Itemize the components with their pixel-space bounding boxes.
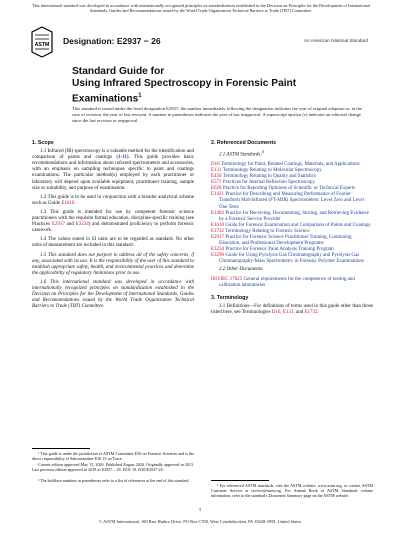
astm-logo-icon <box>31 26 53 58</box>
footnote-1b: Current edition approved May 15, 2026. Published August 2026. Originally approved in 2013. Last previous edition approved in 2018 as E2937 – 18. DOI: 10.1520/E2937-26. <box>32 462 194 472</box>
para-3-1: 3.1 Definitions—For definitions of terms used in this guide other than those listed here, see Terminologies D16, E131, and E1732. <box>211 303 373 315</box>
svg-text:ASTM: ASTM <box>34 42 50 48</box>
standard-item[interactable]: E131 Terminology Relating to Molecular Spectroscopy <box>211 167 322 173</box>
para-1-2: 1.2 This guide is to be used in conjunction with a broader analytical scheme such as Guide E1610. <box>32 194 194 206</box>
link-e2917[interactable]: E2917 <box>51 222 65 228</box>
link-e3234[interactable]: E3234 <box>75 222 89 228</box>
link-e1732[interactable]: E1732 <box>304 309 318 315</box>
sub-2-1: 2.1 ASTM Standards:$^3$ <box>219 149 264 158</box>
title-line-3 <box>72 90 296 105</box>
para-1-5: 1.5 This standard does not purport to address all of the safety concerns, if any, associated with its use. It is the responsibility of the user of this standard to establish appropriate safety, health, and environmental practices and determine the applicability of regulatory limitations prior to use. <box>32 252 194 276</box>
para-1-4: 1.4 The values stated in SI units are to be regarded as standard. No other units of measurement are included in this standard. <box>32 237 194 249</box>
designation: Designation: E2937 − 26 <box>63 36 161 46</box>
standards-list <box>211 162 373 266</box>
footnote-3: ³ For referenced ASTM standards, visit the ASTM website, www.astm.org, or contact ASTM Customer Service at service@astm.org. For Annual Book of ASTM Standards volume information, refer to the standard's Document Summary page on the ASTM website. <box>211 483 373 498</box>
sub-2-2: 2.2 Other Documents: <box>219 267 264 273</box>
standard-item[interactable]: E3296 Guide for Using Pyrolysis Gas Chromatography and Pyrolysis Gas Chromatography-Mass Spectrometry in Forensic Polymer Examinations <box>211 253 364 265</box>
section-heading-scope: 1. Scope <box>32 140 54 146</box>
standard-item[interactable]: E2917 Practice for Forensic Science Practitioner Training, Continuing Education, and Professional Development Programs <box>211 234 352 247</box>
para-1-3: 1.3 This guide is intended for use by competent forensic science practitioners with the requisite formal education, discipline-specific training (see Practices E2917 and E3234) and demonstrated proficiency to perform forensic casework. <box>32 209 195 234</box>
link-e1610[interactable]: E1610 <box>61 200 75 206</box>
standard-item[interactable]: E3234 Practice for Forensic Paint Analysis Training Program <box>211 247 334 253</box>
standard-item[interactable]: E456 Terminology Relating to Quality and Statistics <box>211 174 316 180</box>
document-title <box>72 66 296 105</box>
standard-item[interactable]: E1610 Guide for Forensic Examination and Comparison of Paints and Coatings <box>211 222 371 228</box>
footnote-2: ² The boldface numbers in parentheses refer to a list of references at the end of this standard. <box>38 478 190 483</box>
ref-link[interactable]: (1-11) <box>116 155 129 161</box>
footnote-rule <box>32 448 90 449</box>
standard-item[interactable]: D16 Terminology for Paint, Related Coatings, Materials, and Applications <box>211 161 360 167</box>
title-footnote-mark: 1 <box>138 93 142 99</box>
link-d16[interactable]: D16 <box>271 309 281 315</box>
title-line-2: Using Infrared Spectroscopy in Forensic Paint <box>72 78 297 89</box>
left-column <box>32 140 194 313</box>
standard-item[interactable]: E573 Practices for Internal Reflection Spectroscopy <box>211 180 315 186</box>
standard-item[interactable]: E620 Practice for Reporting Opinions of Scientific or Technical Experts <box>211 186 356 192</box>
standard-item[interactable]: E1732 Terminology Relating to Forensic Science <box>211 228 310 234</box>
org-label: An American National Standard <box>303 38 368 43</box>
copyright-footer: © ASTM International, 100 Barr Harbor Drive, PO Box C700, West Conshohocken, PA 19428-2959. United States <box>98 519 302 524</box>
footnote-1: ¹ This guide is under the jurisdiction of ASTM Committee E30 on Forensic Sciences and is the direct responsibility of Subcommittee E30.15 on Trace. <box>32 451 194 461</box>
footnote-rule-right <box>211 480 269 481</box>
tbt-notice: This international standard was developed in accordance with internationally recognized principles on standardization established in the Decision on Principles for the Development of International Standards, Guides and Recommendations issued by the World Trade Organization Technical Barriers to Trade (TBT) Committee. <box>31 3 371 14</box>
standard-item-iso[interactable]: ISO/IEC 17025 General requirements for the competence of testing and calibration laboratories <box>211 276 355 288</box>
page-number: 1 <box>198 508 202 513</box>
title-line-3-text: Examinations <box>72 93 139 105</box>
link-e131[interactable]: E131 <box>282 309 294 315</box>
standard-item[interactable]: E1421 Practice for Describing and Measuring Performance of Fourier Transform Mid-Infrared (FT-MIR) Spectrometers: Level Zero and Level One Tests <box>211 192 365 210</box>
para-1-1: 1.1 Infrared (IR) spectroscopy is a valuable method for the identification and comparison of paints and coatings (1-11). This guide provides basic recommendations and information about infrared spectrometers and accessories, with an emphasis on sampling techniques specific to paint and coatings examinations. The particular method(s) employed by each practitioner or laboratory will depend upon available equipment, practitioner training, sample size or suitability, and purpose of examination. <box>32 149 194 191</box>
section-heading-terminology: 3. Terminology <box>211 294 249 301</box>
standard-item[interactable]: E1492 Practice for Receiving, Documenting, Storing, and Retrieving Evidence by a Forensic Service Provider <box>211 210 369 222</box>
para-1-6: 1.6 This international standard was developed in accordance with internationally recognized principles on standardization established in the Decision on Principles for the Development of International Standards, Guides and Recommendations issued by the World Trade Organization Technical Barriers to Trade (TBT) Committee. <box>32 279 194 310</box>
right-column <box>211 140 373 319</box>
issued-statement: This standard is issued under the fixed designation E2937; the number immediately following the designation indicates the year of original adoption or, in the case of revision, the year of last revision. A number in parentheses indicates the year of last reapproval. A superscript epsilon (ε) indicates an editorial change since the last revision or reapproval. <box>72 106 362 123</box>
section-heading-referenced: 2. Referenced Documents <box>211 140 277 146</box>
title-line-1: Standard Guide for <box>72 66 165 77</box>
